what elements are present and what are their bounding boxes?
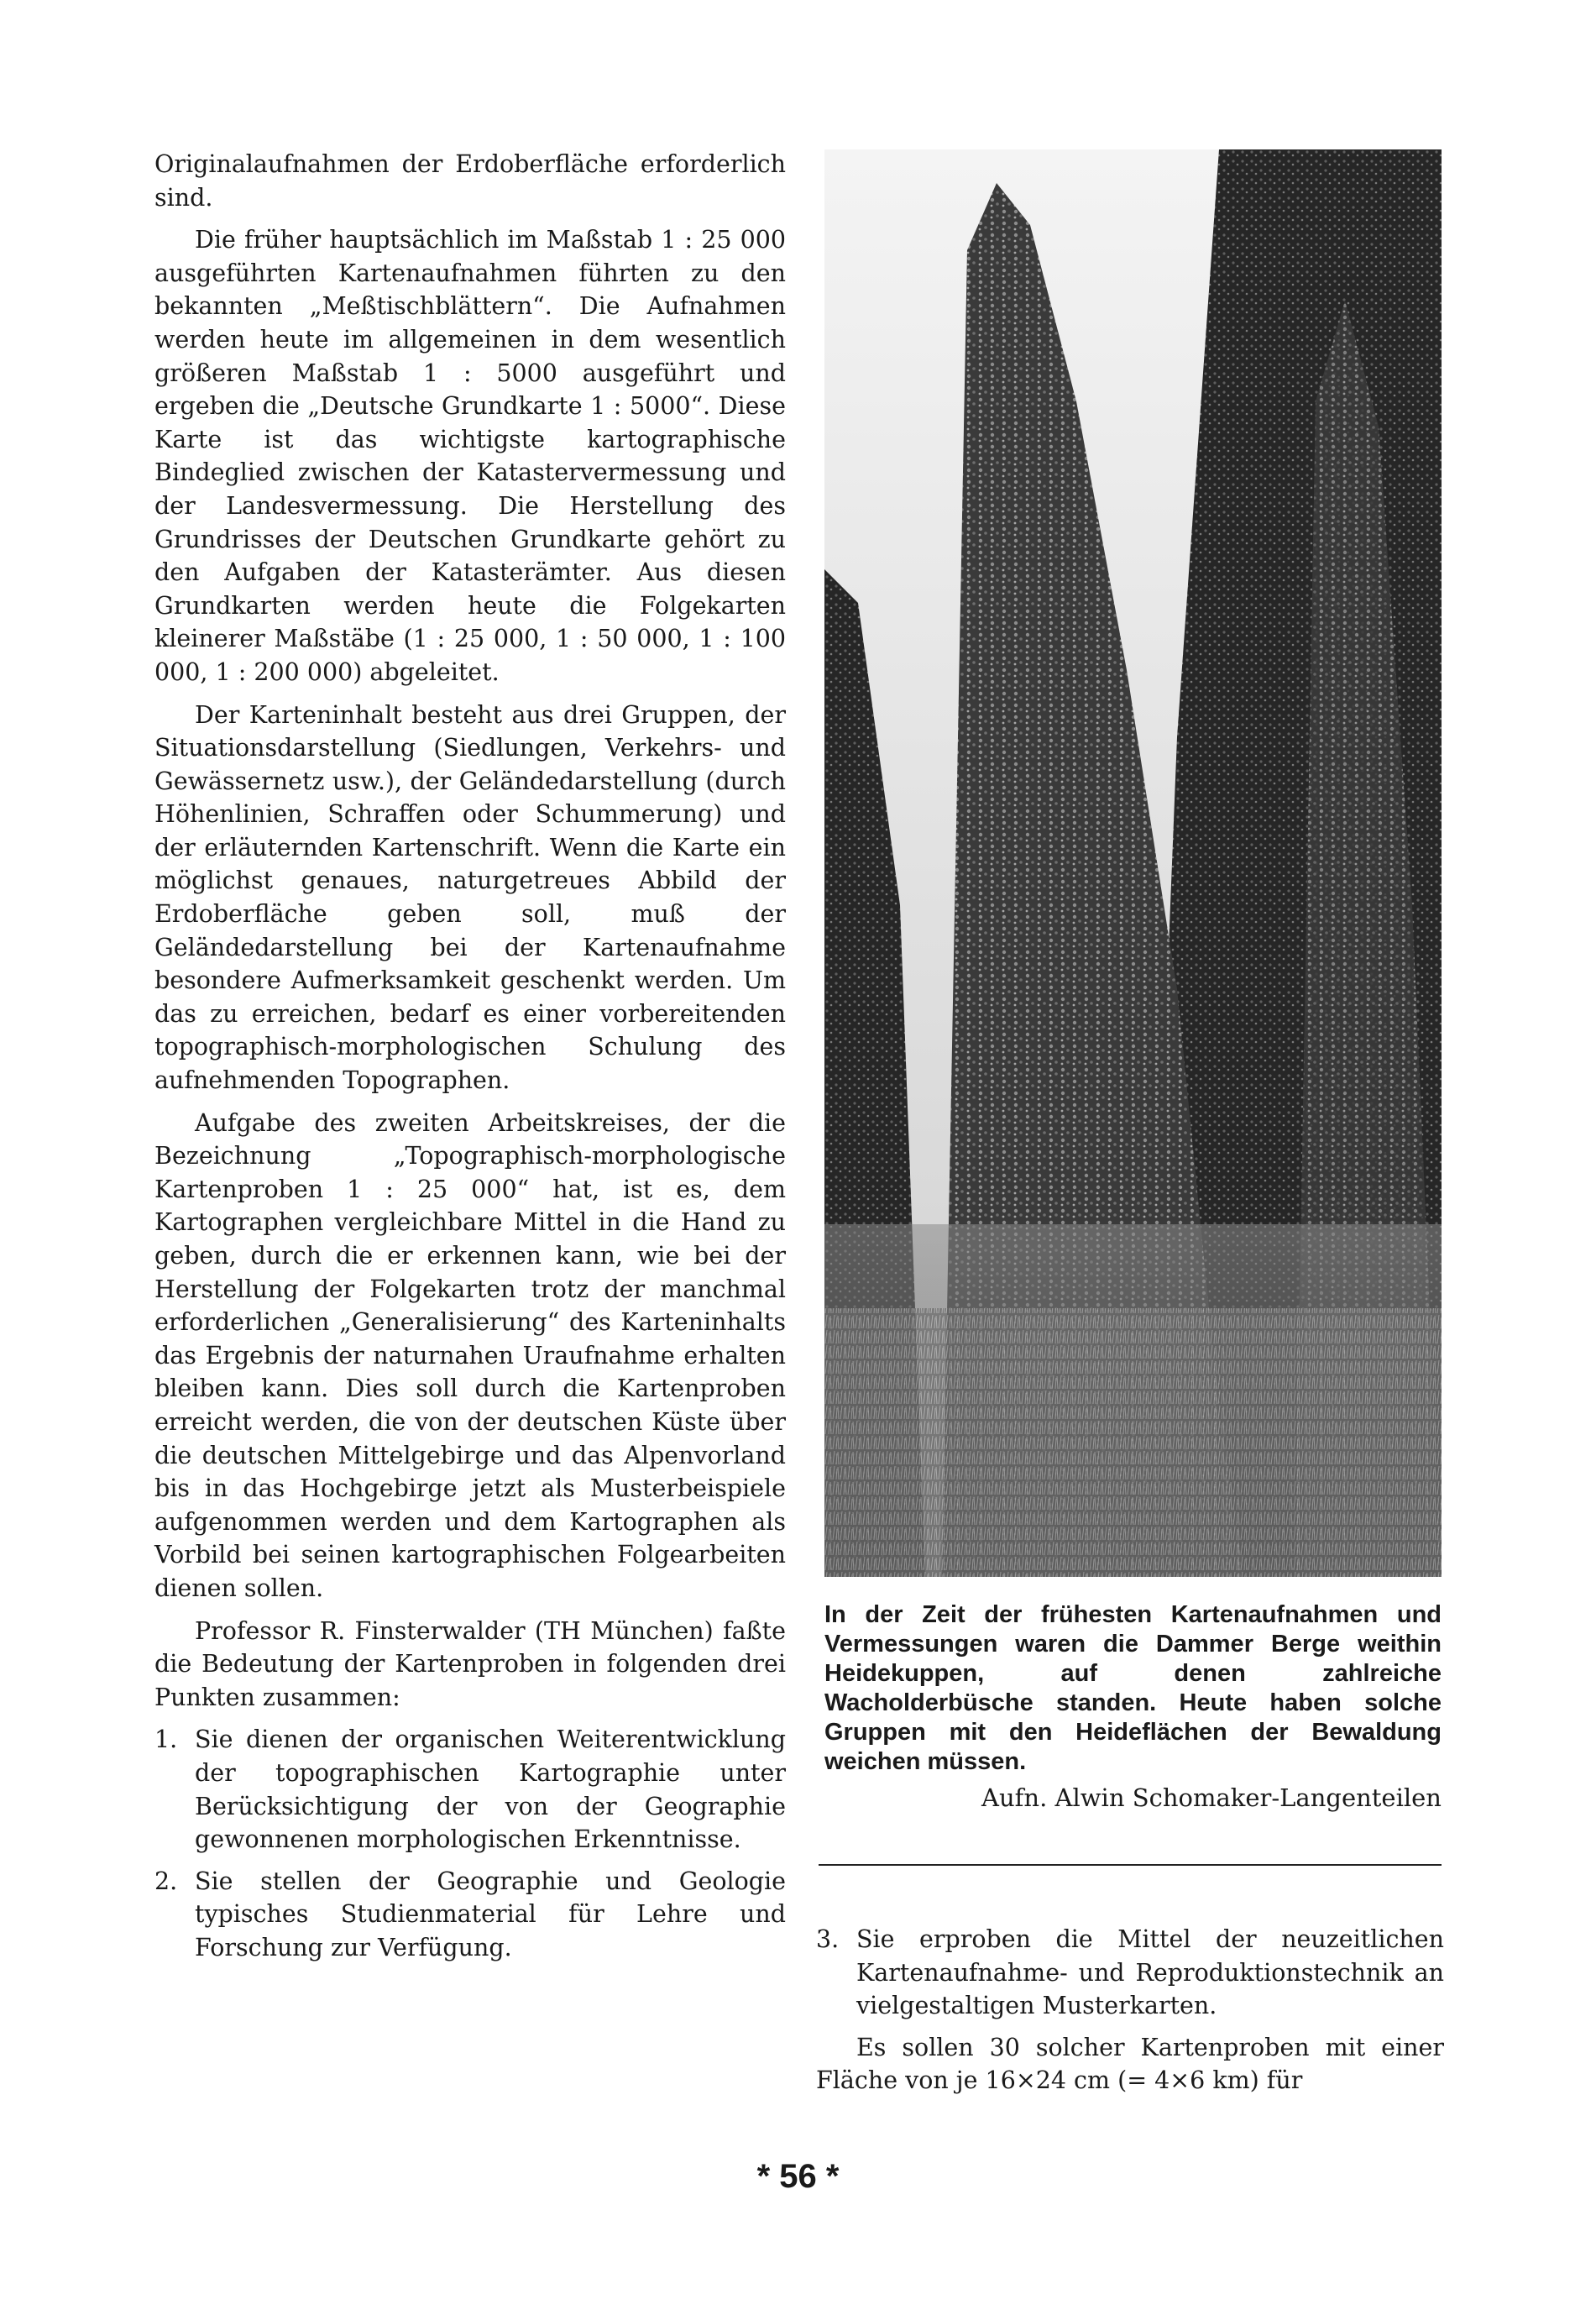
paragraph: Originalaufnahmen der Erdoberfläche erforderlich sind. [154,150,786,212]
photo-caption [824,1600,1442,1814]
column-divider-rule [819,1864,1442,1866]
list-text: Sie erproben die Mittel der neuzeitlichen Kartenaufnahme- und Reproduktionstechnik an vielgestaltigen Musterkarten. [856,1925,1444,2020]
numbered-points [154,1723,786,1964]
list-item [154,1865,786,1965]
list-number: 3. [816,1925,840,1953]
list-number: 2. [154,1867,178,1895]
caption-text: In der Zeit der frühesten Kartenaufnahmen und Vermessungen waren die Dammer Berge weithin Heidekuppen, auf denen zahlreiche Wacholderbüsche standen. Heute haben solche Gruppen mit den Heideflächen der Bewaldung weichen müssen. [824,1601,1442,1775]
paragraph: Der Karteninhalt besteht aus drei Gruppen, der Situationsdarstellung (Siedlungen, Verkehrs- und Gewässernetz usw.), der Geländedarstellung (durch Höhenlinien, Schraffen oder Schummerung) und der erläuternden Kartenschrift. Wenn die Karte ein möglichst genaues, naturgetreues Abbild der Erdoberfläche geben soll, muß der Geländedarstellung bei der Kartenaufnahme besondere Aufmerksamkeit geschenkt werden. Um das zu erreichen, bedarf es einer vorbereitenden topographisch-morphologischen Schulung des aufnehmenden Topographen. [154,700,786,1095]
paragraph: Die früher hauptsächlich im Maßstab 1 : 25 000 ausgeführten Kartenaufnahmen führten zu den bekannten „Meßtischblättern“. Die Aufnahmen werden heute im allgemeinen in dem wesentlich größeren Maßstab 1 : 5000 ausgeführt und ergeben die „Deutsche Grundkarte 1 : 5000“. Diese Karte ist das wichtigste kartographische Bindeglied zwischen der Katastervermessung und der Landesvermessung. Die Herstellung des Grundrisses der Deutschen Grundkarte gehört zu den Aufgaben der Katasterämter. Aus diesen Grundkarten werden heute die Folgekarten kleinerer Maßstäbe (1 : 25 000, 1 : 50 000, 1 : 100 000, 1 : 200 000) abgeleitet. [154,226,786,686]
page-number: * 56 * [756,2158,840,2195]
left-column [154,148,786,1972]
paragraph: Professor R. Finsterwalder (TH München) faßte die Bedeutung der Kartenproben in folgenden drei Punkten zusammen: [154,1616,786,1711]
list-item [816,1923,1444,2023]
juniper-photo [824,149,1442,1577]
juniper-photo-illustration [824,149,1442,1577]
list-number: 1. [154,1726,178,1754]
paragraph: Aufgabe des zweiten Arbeitskreises, der die Bezeichnung „Topographisch-morphologische Kartenproben 1 : 25 000“ hat, ist es, dem Kartographen vergleichbare Mittel in die Hand zu geben, durch die er erkennen kann, wie bei der Herstellung der Folgekarten trotz der manchmal erforderlichen „Generalisierung“ des Karteninhalts das Ergebnis der naturnahen Uraufnahme erhalten bleiben kann. Dies soll durch die Kartenproben erreicht werden, die von der deutschen Küste über die deutschen Mittelgebirge und das Alpenvorland bis in das Hochgebirge jetzt als Musterbeispiele aufgenommen werden und dem Kartographen als Vorbild bei seinen kartographischen Folgearbeiten dienen sollen. [154,1108,786,1602]
right-column [816,1921,1444,2107]
paragraph: Es sollen 30 solcher Kartenproben mit einer Fläche von je 16×24 cm (= 4×6 km) für [816,2033,1444,2095]
list-item [154,1723,786,1856]
numbered-points-continued [816,1923,1444,2023]
list-text: Sie dienen der organischen Weiterentwicklung der topographischen Kartographie unter Berücksichtigung der von der Geographie gewonnenen morphologischen Erkenntnisse. [195,1726,786,1854]
list-text: Sie stellen der Geographie und Geologie typisches Studienmaterial für Lehre und Forschung zur Verfügung. [195,1867,786,1961]
photo-credit: Aufn. Alwin Schomaker-Langenteilen [981,1783,1442,1812]
